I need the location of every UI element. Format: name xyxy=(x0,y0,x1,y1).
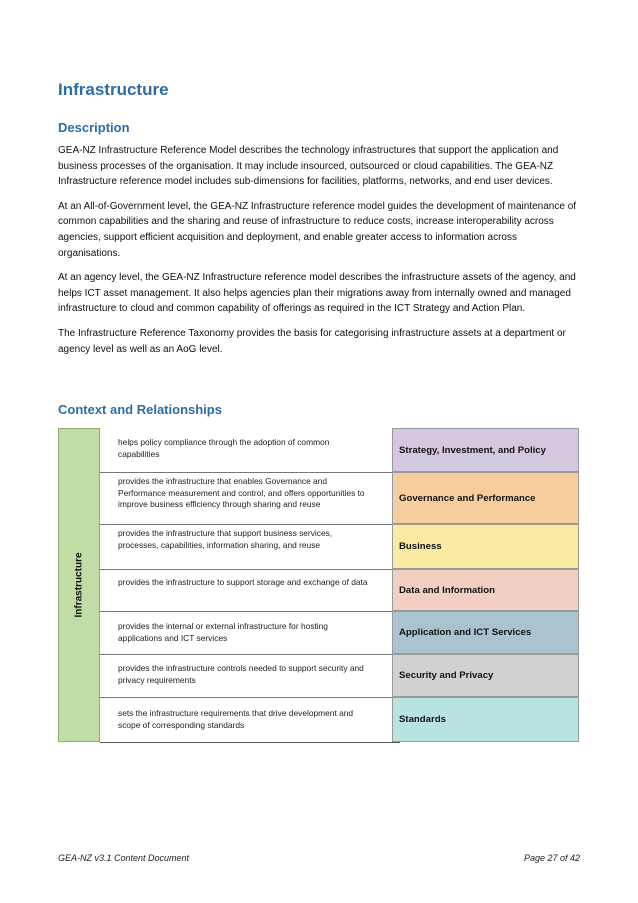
row-separator xyxy=(100,654,392,655)
description-heading: Description xyxy=(58,120,130,135)
footer-page-number: Page 27 of 42 xyxy=(523,853,580,863)
description-paragraph: At an All-of-Government level, the GEA-NZ Infrastructure reference model guides the development of maintenance of common capabilities and the sharing and reuse of infrastructure to reduce costs, increase interoperability across agencies, support efficient acquisition and deployment, and enable greater access to information across organisations. xyxy=(58,200,577,259)
target-box-governance: Governance and Performance xyxy=(392,472,579,524)
description-body xyxy=(58,143,580,366)
relationship-description: provides the infrastructure to support storage and exchange of data xyxy=(118,577,368,587)
relationship-row xyxy=(100,472,579,524)
description-paragraph: The Infrastructure Reference Taxonomy provides the basis for categorising infrastructure assets at a department or agency level as well as an AoG level. xyxy=(58,327,566,355)
context-heading: Context and Relationships xyxy=(58,402,222,417)
relationship-description: provides the infrastructure that enables Governance and Performance measurement and control, and offers opportunities to improve business efficiency through sharing and reuse xyxy=(118,476,365,510)
row-separator xyxy=(100,569,392,570)
page-title: Infrastructure xyxy=(58,80,169,99)
description-paragraph: At an agency level, the GEA-NZ Infrastructure reference model describes the infrastructure assets of the agency, and helps ICT asset management. It also helps agencies plan their migrations away from internally owned and managed infrastructure to cloud and common capability of offerings as required in the ICT Strategy and Action Plan. xyxy=(58,272,576,315)
relationship-row xyxy=(100,697,579,742)
row-separator xyxy=(100,611,392,612)
relationship-row xyxy=(100,654,579,697)
row-separator xyxy=(100,472,392,473)
infrastructure-side-bar xyxy=(58,428,100,742)
target-box-security: Security and Privacy xyxy=(392,654,579,697)
relationship-description: provides the infrastructure controls needed to support security and privacy requirements xyxy=(118,663,364,685)
target-box-strategy: Strategy, Investment, and Policy xyxy=(392,428,579,472)
relationship-row xyxy=(100,611,579,654)
relationship-description: sets the infrastructure requirements that drive development and scope of corresponding standards xyxy=(118,708,354,730)
relationship-row xyxy=(100,524,579,569)
target-box-application: Application and ICT Services xyxy=(392,611,579,654)
target-box-business: Business xyxy=(392,524,579,569)
description-paragraph: GEA-NZ Infrastructure Reference Model describes the technology infrastructures that support the application and business processes of the organisation. It may include insourced, outsourced or cloud capabilities. The GEA-NZ Infrastructure reference model includes sub-dimensions for facilities, platforms, networks, and end user devices. xyxy=(58,145,559,188)
relationship-description: provides the infrastructure that support business services, processes, capabilities, information sharing, and reuse xyxy=(118,528,333,550)
target-box-data: Data and Information xyxy=(392,569,579,611)
row-separator xyxy=(100,697,392,698)
relationship-description: helps policy compliance through the adoption of common capabilities xyxy=(118,437,330,459)
relationship-rows xyxy=(100,428,579,743)
infrastructure-side-label: Infrastructure xyxy=(73,552,85,618)
relationship-description: provides the internal or external infrastructure for hosting applications and ICT services xyxy=(118,621,328,643)
row-separator xyxy=(100,524,392,525)
relationship-row xyxy=(100,428,579,472)
diagram-bottom-rule xyxy=(100,742,400,743)
target-box-standards: Standards xyxy=(392,697,579,742)
relationship-row xyxy=(100,569,579,611)
relationship-diagram xyxy=(58,428,579,743)
footer-document-name: GEA-NZ v3.1 Content Document xyxy=(58,853,190,863)
